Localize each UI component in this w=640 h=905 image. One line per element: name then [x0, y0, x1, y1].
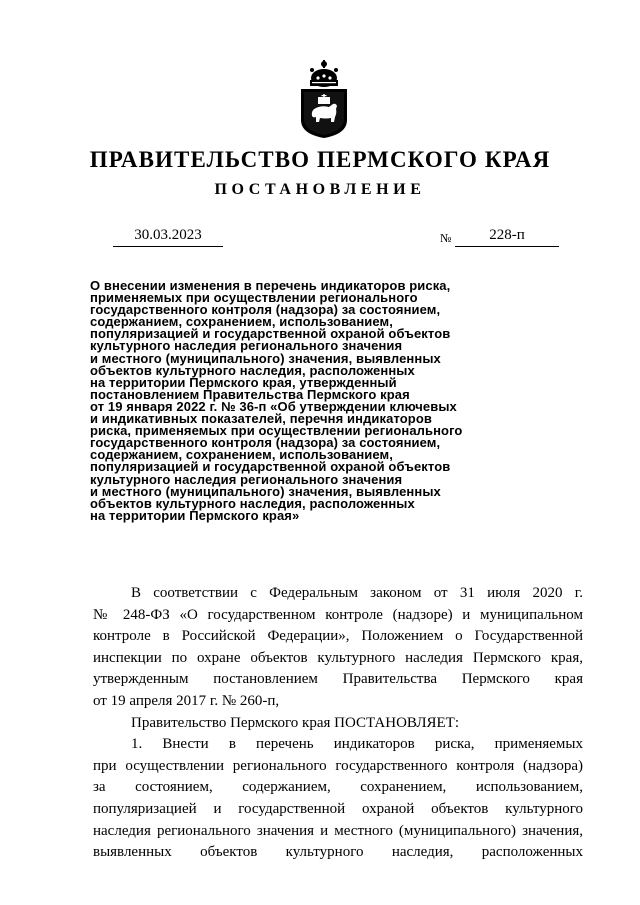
body-line: В соответствии с Федеральным законом от 31 июля 2020 г. — [131, 585, 583, 601]
subject-line: содержанием, сохранением, использованием, — [90, 314, 393, 330]
body-line: за состоянием, содержанием, сохранением, использованием, — [93, 779, 583, 796]
document-type: ПОСТАНОВЛЕНИЕ — [214, 181, 426, 198]
number-sign: № — [440, 231, 452, 245]
subject-line: применяемых при осуществлении регионального — [90, 290, 418, 306]
subject-line: постановлением Правительства Пермского края — [90, 386, 410, 402]
subject-line: риска, применяемых при осуществлении регионального — [90, 423, 463, 439]
subject-line: содержанием, сохранением, использованием, — [90, 447, 393, 463]
subject-line: и местного (муниципального) значения, выявленных — [90, 483, 441, 499]
subject-line: культурного наследия регионального значения — [90, 338, 403, 354]
subject-line: на территории Пермского края» — [90, 507, 300, 523]
body-line: утвержденным постановлением Правительства Пермского края — [93, 671, 583, 688]
subject-line: О внесении изменения в перечень индикаторов риска, — [90, 278, 451, 293]
subject-line: и индикативных показателей, перечня индикаторов — [90, 411, 432, 427]
body-line: инспекции по охране объектов культурного наследия Пермского края, — [93, 649, 583, 666]
subject-line: на территории Пермского края, утвержденный — [90, 374, 397, 390]
subject-line: государственного контроля (надзора) за состоянием, — [90, 302, 441, 318]
subject-line: объектов культурного наследия, расположенных — [90, 362, 415, 378]
subject-line: популяризацией и государственной охраной объектов — [90, 459, 451, 475]
government-title: ПРАВИТЕЛЬСТВО ПЕРМСКОГО КРАЯ — [89, 147, 551, 172]
body-line: наследия регионального значения и местного (муниципального) значения, — [93, 822, 583, 839]
subject-line: от 19 января 2022 г. № 36-п «Об утверждении ключевых — [90, 398, 457, 414]
resolution-paragraph — [93, 713, 583, 735]
body-line: выявленных объектов культурного наследия, расположенных — [93, 844, 583, 861]
subject-line: объектов культурного наследия, расположенных — [90, 495, 415, 511]
document-body — [93, 583, 583, 864]
body-line: Правительство Пермского края ПОСТАНОВЛЯЕТ: — [131, 714, 460, 731]
perm-krai-coat-of-arms-icon — [298, 58, 350, 140]
document-number: 228-п — [455, 227, 559, 247]
document-date: 30.03.2023 — [113, 227, 223, 247]
body-line: 1. Внести в перечень индикаторов риска, применяемых — [131, 736, 583, 753]
subject-line: государственного контроля (надзора) за состоянием, — [90, 435, 441, 451]
item-1-paragraph — [93, 734, 583, 864]
document-subject — [90, 280, 490, 522]
body-line: популяризацией и государственной охраной объектов культурного — [93, 800, 583, 817]
subject-line: популяризацией и государственной охраной объектов — [90, 326, 451, 342]
subject-line: культурного наследия регионального значения — [90, 471, 403, 487]
body-line: при осуществлении регионального государственного контроля (надзора) — [93, 757, 583, 774]
body-line: контроле в Российской Федерации», Положением о Государственной — [93, 628, 583, 645]
preamble-paragraph — [93, 583, 583, 713]
body-line: № 248-ФЗ «О государственном контроле (надзоре) и муниципальном — [93, 606, 583, 623]
subject-line: и местного (муниципального) значения, выявленных — [90, 350, 441, 366]
body-line: от 19 апреля 2017 г. № 260-п, — [93, 692, 280, 709]
